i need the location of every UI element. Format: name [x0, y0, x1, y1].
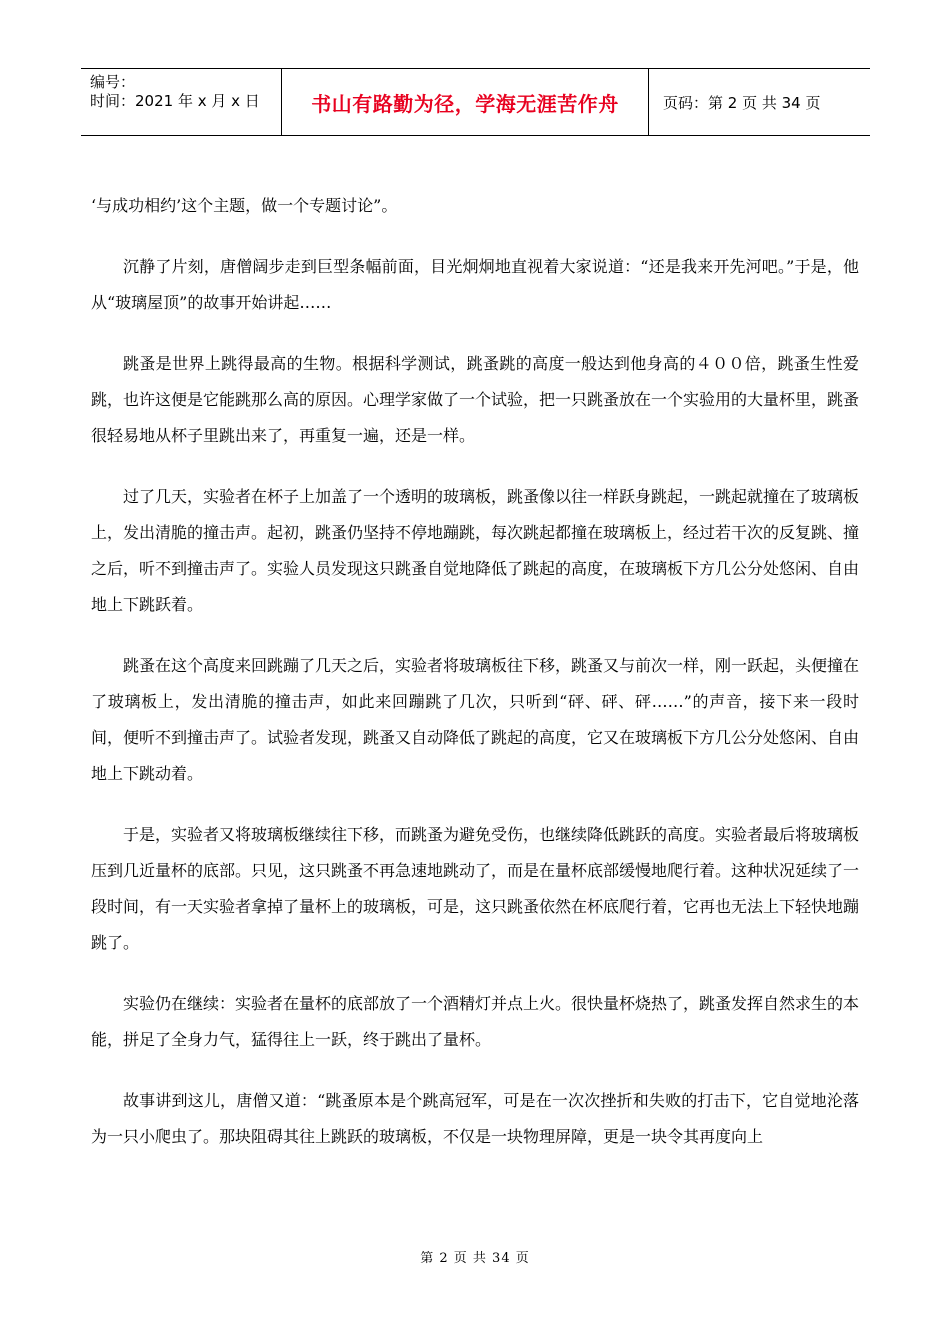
paragraph: 故事讲到这儿，唐僧又道：“跳蚤原本是个跳高冠军，可是在一次次挫折和失败的打击下，它自觉地沦落为一只小爬虫了。那块阻碍其往上跳跃的玻璃板，不仅是一块物理屏障，更是一块令其再度向上 — [91, 1091, 859, 1146]
paragraph: 实验仍在继续：实验者在量杯的底部放了一个酒精灯并点上火。很快量杯烧热了，跳蚤发挥自然求生的本能，拼足了全身力气，猛得往上一跃，终于跳出了量杯。 — [91, 994, 860, 1049]
paragraph: ‘与成功相约’这个主题，做一个专题讨论”。 — [91, 196, 398, 215]
paragraph: 沉静了片刻，唐僧阔步走到巨型条幅前面，目光炯炯地直视着大家说道：“还是我来开先河吧。”于是，他从“玻璃屋顶”的故事开始讲起…… — [91, 257, 859, 312]
header-page-info: 页码：第 2 页 共 34 页 — [663, 93, 821, 112]
paragraph: 跳蚤在这个高度来回跳蹦了几天之后，实验者将玻璃板往下移，跳蚤又与前次一样，刚一跃起，头便撞在了玻璃板上，发出清脆的撞击声，如此来回蹦跳了几次，只听到“砰、砰、砰……”的声音，接下来一段时间，便听不到撞击声了。试验者发现，跳蚤又自动降低了跳起的高度，它又在玻璃板下方几公分处悠闲、自由地上下跳动着。 — [91, 656, 860, 783]
page-header — [81, 68, 870, 136]
header-motto: 书山有路勤为径，学海无涯苦作舟 — [282, 69, 649, 135]
document-body — [91, 188, 859, 1180]
paragraph: 于是，实验者又将玻璃板继续往下移，而跳蚤为避免受伤，也继续降低跳跃的高度。实验者最后将玻璃板压到几近量杯的底部。只见，这只跳蚤不再急速地跳动了，而是在量杯底部缓慢地爬行着。这种状况延续了一段时间，有一天实验者拿掉了量杯上的玻璃板，可是，这只跳蚤依然在杯底爬行着，它再也无法上下轻快地蹦跳了。 — [91, 825, 860, 952]
page-footer: 第 2 页 共 34 页 — [420, 1251, 530, 1266]
paragraph: 过了几天，实验者在杯子上加盖了一个透明的玻璃板，跳蚤像以往一样跃身跳起，一跳起就撞在了玻璃板上，发出清脆的撞击声。起初，跳蚤仍坚持不停地蹦跳，每次跳起都撞在玻璃板上，经过若干次的反复跳、撞之后，听不到撞击声了。实验人员发现这只跳蚤自觉地降低了跳起的高度，在玻璃板下方几公分处悠闲、自由地上下跳跃着。 — [91, 487, 860, 614]
document-date-label: 时间：2021 年 x 月 x 日 — [90, 92, 260, 110]
header-meta-cell — [81, 69, 282, 135]
paragraph: 跳蚤是世界上跳得最高的生物。根据科学测试，跳蚤跳的高度一般达到他身高的４００倍，跳蚤生性爱跳，也许这便是它能跳那么高的原因。心理学家做了一个试验，把一只跳蚤放在一个实验用的大量杯里，跳蚤很轻易地从杯子里跳出来了，再重复一遍，还是一样。 — [91, 354, 860, 445]
document-number-label: 编号： — [90, 73, 136, 91]
